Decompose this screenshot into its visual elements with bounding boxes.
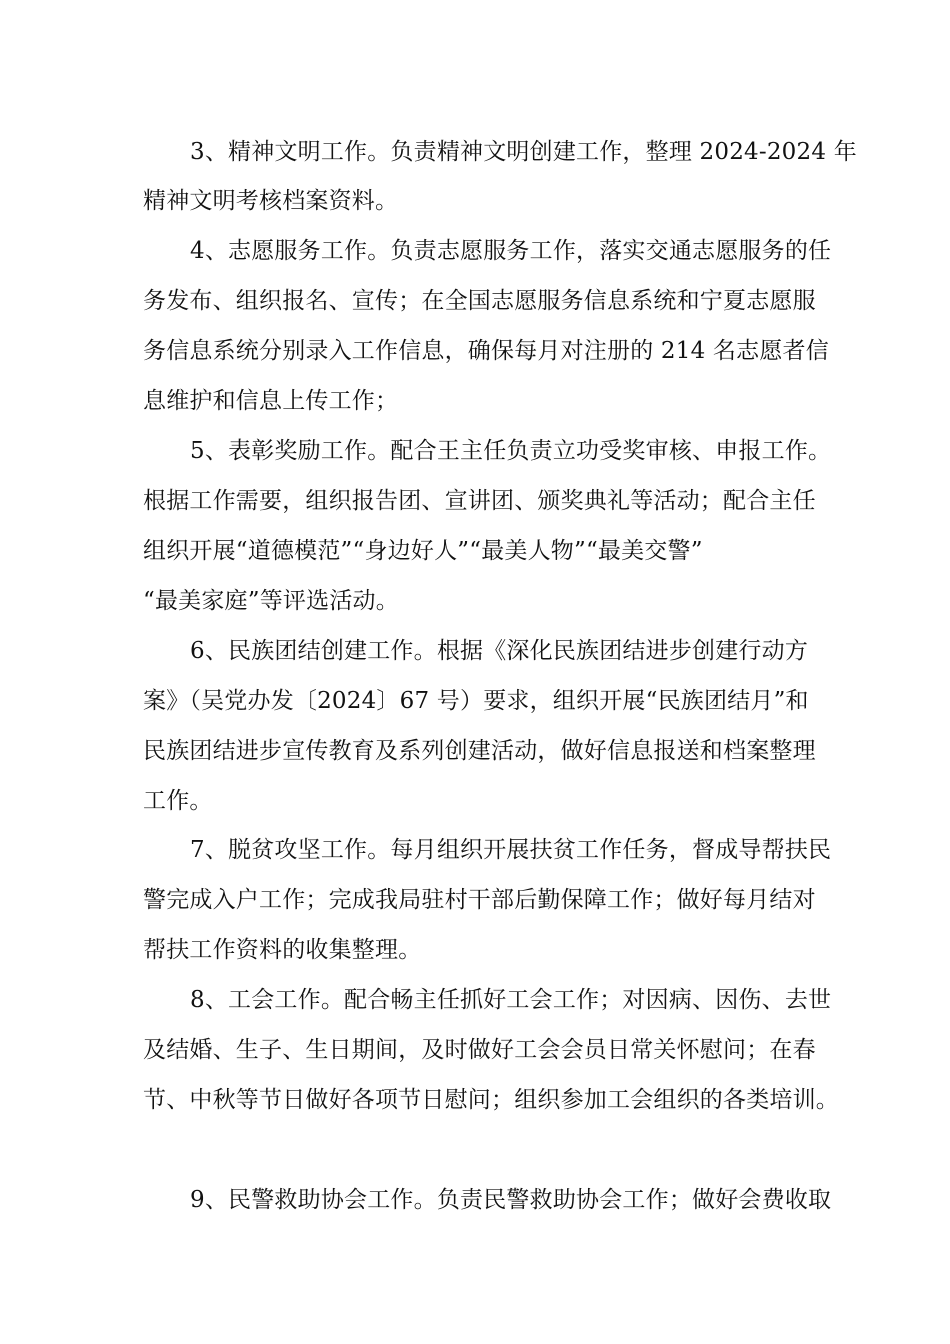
paragraph-4-line-1: 4、志愿服务工作。负责志愿服务工作，落实交通志愿服务的任 bbox=[190, 238, 832, 264]
paragraph-5-line-4: “最美家庭”等评选活动。 bbox=[143, 588, 399, 614]
paragraph-8-line-2: 及结婚、生子、生日期间，及时做好工会会员日常关怀慰问；在春 bbox=[143, 1037, 816, 1063]
paragraph-9-line-1: 9、民警救助协会工作。负责民警救助协会工作；做好会费收取 bbox=[190, 1187, 832, 1213]
paragraph-6-line-2: 案》（吴党办发〔2024〕67 号）要求，组织开展“民族团结月”和 bbox=[143, 688, 809, 714]
paragraph-4-line-4: 息维护和信息上传工作； bbox=[143, 388, 399, 414]
paragraph-3-line-1: 3、精神文明工作。负责精神文明创建工作，整理 2024-2024 年 bbox=[190, 139, 857, 165]
paragraph-4-line-3: 务信息系统分别录入工作信息，确保每月对注册的 214 名志愿者信 bbox=[143, 338, 829, 364]
paragraph-3-line-2: 精神文明考核档案资料。 bbox=[143, 188, 399, 214]
paragraph-7-line-2: 警完成入户工作；完成我局驻村干部后勤保障工作；做好每月结对 bbox=[143, 887, 816, 913]
paragraph-8-line-3: 节、中秋等节日做好各项节日慰问；组织参加工会组织的各类培训。 bbox=[143, 1087, 839, 1113]
paragraph-4-line-2: 务发布、组织报名、宣传；在全国志愿服务信息系统和宁夏志愿服 bbox=[143, 288, 816, 314]
paragraph-5-line-1: 5、表彰奖励工作。配合王主任负责立功受奖审核、申报工作。 bbox=[190, 438, 832, 464]
paragraph-6-line-3: 民族团结进步宣传教育及系列创建活动，做好信息报送和档案整理 bbox=[143, 738, 816, 764]
paragraph-5-line-3: 组织开展“道德模范”“身边好人”“最美人物”“最美交警” bbox=[143, 538, 703, 564]
paragraph-8-line-1: 8、工会工作。配合畅主任抓好工会工作；对因病、因伤、去世 bbox=[190, 987, 832, 1013]
paragraph-6-line-4: 工作。 bbox=[143, 788, 213, 814]
paragraph-6-line-1: 6、民族团结创建工作。根据《深化民族团结进步创建行动方 bbox=[190, 638, 809, 664]
paragraph-7-line-3: 帮扶工作资料的收集整理。 bbox=[143, 937, 422, 963]
paragraph-5-line-2: 根据工作需要，组织报告团、宣讲团、颁奖典礼等活动；配合主任 bbox=[143, 488, 816, 514]
paragraph-7-line-1: 7、脱贫攻坚工作。每月组织开展扶贫工作任务，督成导帮扶民 bbox=[190, 837, 832, 863]
